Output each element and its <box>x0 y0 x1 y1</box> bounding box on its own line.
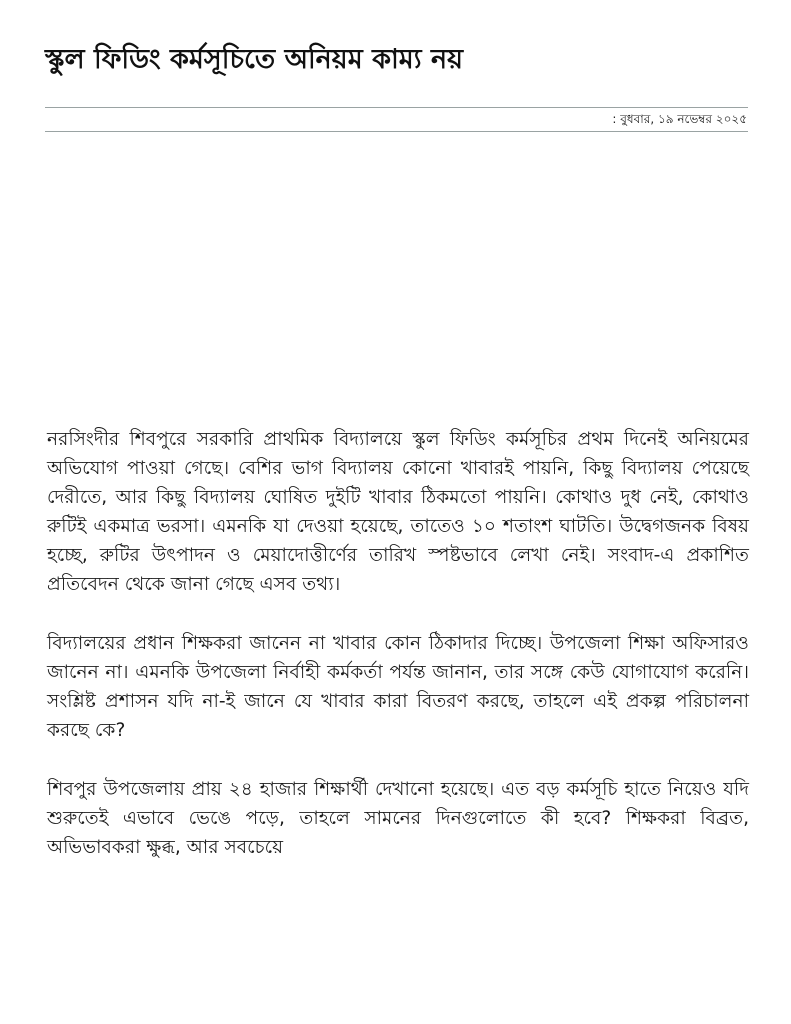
article-paragraph: শিবপুর উপজেলায় প্রায় ২৪ হাজার শিক্ষার্থী দেখানো হয়েছে। এত বড় কর্মসূচি হাতে নিয়েও যদি শুরুতেই এভাবে ভেঙে পড়ে, তাহলে সামনের দিনগুলোতে কী হবে? শিক্ষকরা বিব্রত, অভিভাবকরা ক্ষুব্ধ, আর সবচেয়ে <box>47 779 749 858</box>
header-top-rule <box>45 107 748 108</box>
article-dateline: : বুধবার, ১৯ নভেম্বর ২০২৫ <box>612 112 747 126</box>
header-bottom-rule <box>45 131 748 132</box>
article-paragraph: নরসিংদীর শিবপুরে সরকারি প্রাথমিক বিদ্যালয়ে স্কুল ফিডিং কর্মসূচির প্রথম দিনেই অনিয়মের অভিযোগ পাওয়া গেছে। বেশির ভাগ বিদ্যালয় কোনো খাবারই পায়নি, কিছু বিদ্যালয় পেয়েছে দেরীতে, আর কিছু বিদ্যালয় ঘোষিত দুইটি খাবার ঠিকমতো পায়নি। কোথাও দুধ নেই, কোথাও রুটিই একমাত্র ভরসা। এমনকি যা দেওয়া হয়েছে, তাতেও ১০ শতাংশ ঘাটতি। উদ্বেগজনক বিষয় হচ্ছে, রুটির উৎপাদন ও মেয়াদোত্তীর্ণের তারিখ স্পষ্টভাবে লেখা নেই। সংবাদ-এ প্রকাশিত প্রতিবেদন থেকে জানা গেছে এসব তথ্য। <box>47 429 749 595</box>
article-headline: স্কুল ফিডিং কর্মসূচিতে অনিয়ম কাম্য নয় <box>45 44 464 75</box>
article-paragraph: বিদ্যালয়ের প্রধান শিক্ষকরা জানেন না খাবার কোন ঠিকাদার দিচ্ছে। উপজেলা শিক্ষা অফিসারও জানেন না। এমনকি উপজেলা নির্বাহী কর্মকর্তা পর্যন্ত জানান, তার সঙ্গে কেউ যোগাযোগ করেনি। সংশ্লিষ্ট প্রশাসন যদি না-ই জানে যে খাবার কারা বিতরণ করছে, তাহলে এই প্রকল্প পরিচালনা করছে কে? <box>47 633 749 741</box>
article-body <box>47 425 749 892</box>
